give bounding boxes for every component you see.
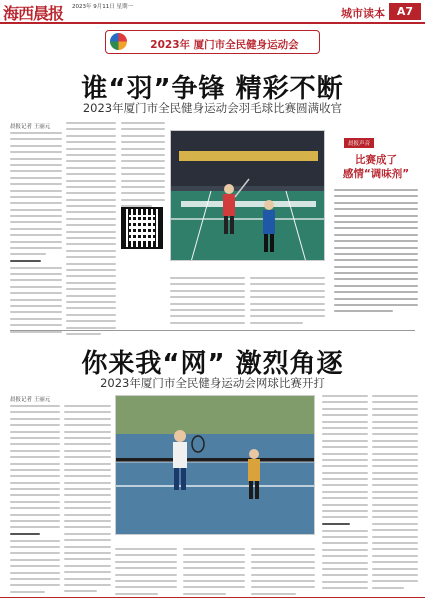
- story2-subhead: 2023年厦门市全民健身运动会网球比赛开打: [100, 376, 325, 390]
- sidebar-title-line-1: 比赛成了: [355, 154, 397, 166]
- section-label: 城市读本: [341, 7, 385, 20]
- qr-code[interactable]: [121, 207, 163, 249]
- story2-column-5: [251, 548, 315, 599]
- story2-byline: 晨报记者 王丽元: [10, 397, 51, 403]
- story2-column-7: [372, 395, 418, 593]
- masthead: [0, 0, 425, 24]
- page-number-badge: A7: [389, 3, 421, 20]
- sidebar-body: [334, 189, 418, 312]
- tennis-photo-image: [116, 396, 315, 535]
- story1-subhead: 2023年厦门市全民健身运动会羽毛球比赛圆满收官: [82, 101, 343, 115]
- story2-column-4: [183, 548, 245, 599]
- story2-headline: 你来我“网” 激烈角逐: [81, 349, 344, 379]
- story2-column-6: [322, 395, 368, 594]
- story1-column-2: [66, 122, 116, 339]
- event-emblem-icon: [110, 33, 127, 50]
- issue-meta: [72, 3, 133, 11]
- badminton-photo: [170, 130, 325, 261]
- story2-column-3: [115, 548, 177, 599]
- story1-column-4: [170, 277, 245, 328]
- event-banner: [105, 30, 320, 54]
- commentary-sidebar: [334, 130, 418, 315]
- section-divider: [10, 330, 415, 331]
- story1-column-5: [250, 277, 325, 328]
- logo-text: 海西晨报: [3, 3, 64, 23]
- page-footer: [0, 597, 425, 611]
- sidebar-tag: 晨报声音: [344, 138, 374, 148]
- newspaper-logo: [3, 2, 63, 22]
- story1-byline: 晨报记者 王丽元: [10, 124, 51, 130]
- sidebar-title: [334, 153, 418, 181]
- story2-column-1: [10, 405, 60, 597]
- tennis-photo: [115, 395, 315, 535]
- issue-date: 2023年 9月11日 星期一: [72, 4, 133, 10]
- story1-column-3: [121, 122, 165, 211]
- story1-column-1: [10, 132, 62, 337]
- sidebar-title-line-2: 感情“调味剂”: [342, 168, 410, 180]
- banner-title: 2023年 厦门市全民健身运动会: [150, 39, 299, 51]
- badminton-photo-image: [171, 131, 325, 261]
- story2-column-2: [64, 405, 111, 597]
- story1-headline: 谁“羽”争锋 精彩不断: [81, 74, 344, 104]
